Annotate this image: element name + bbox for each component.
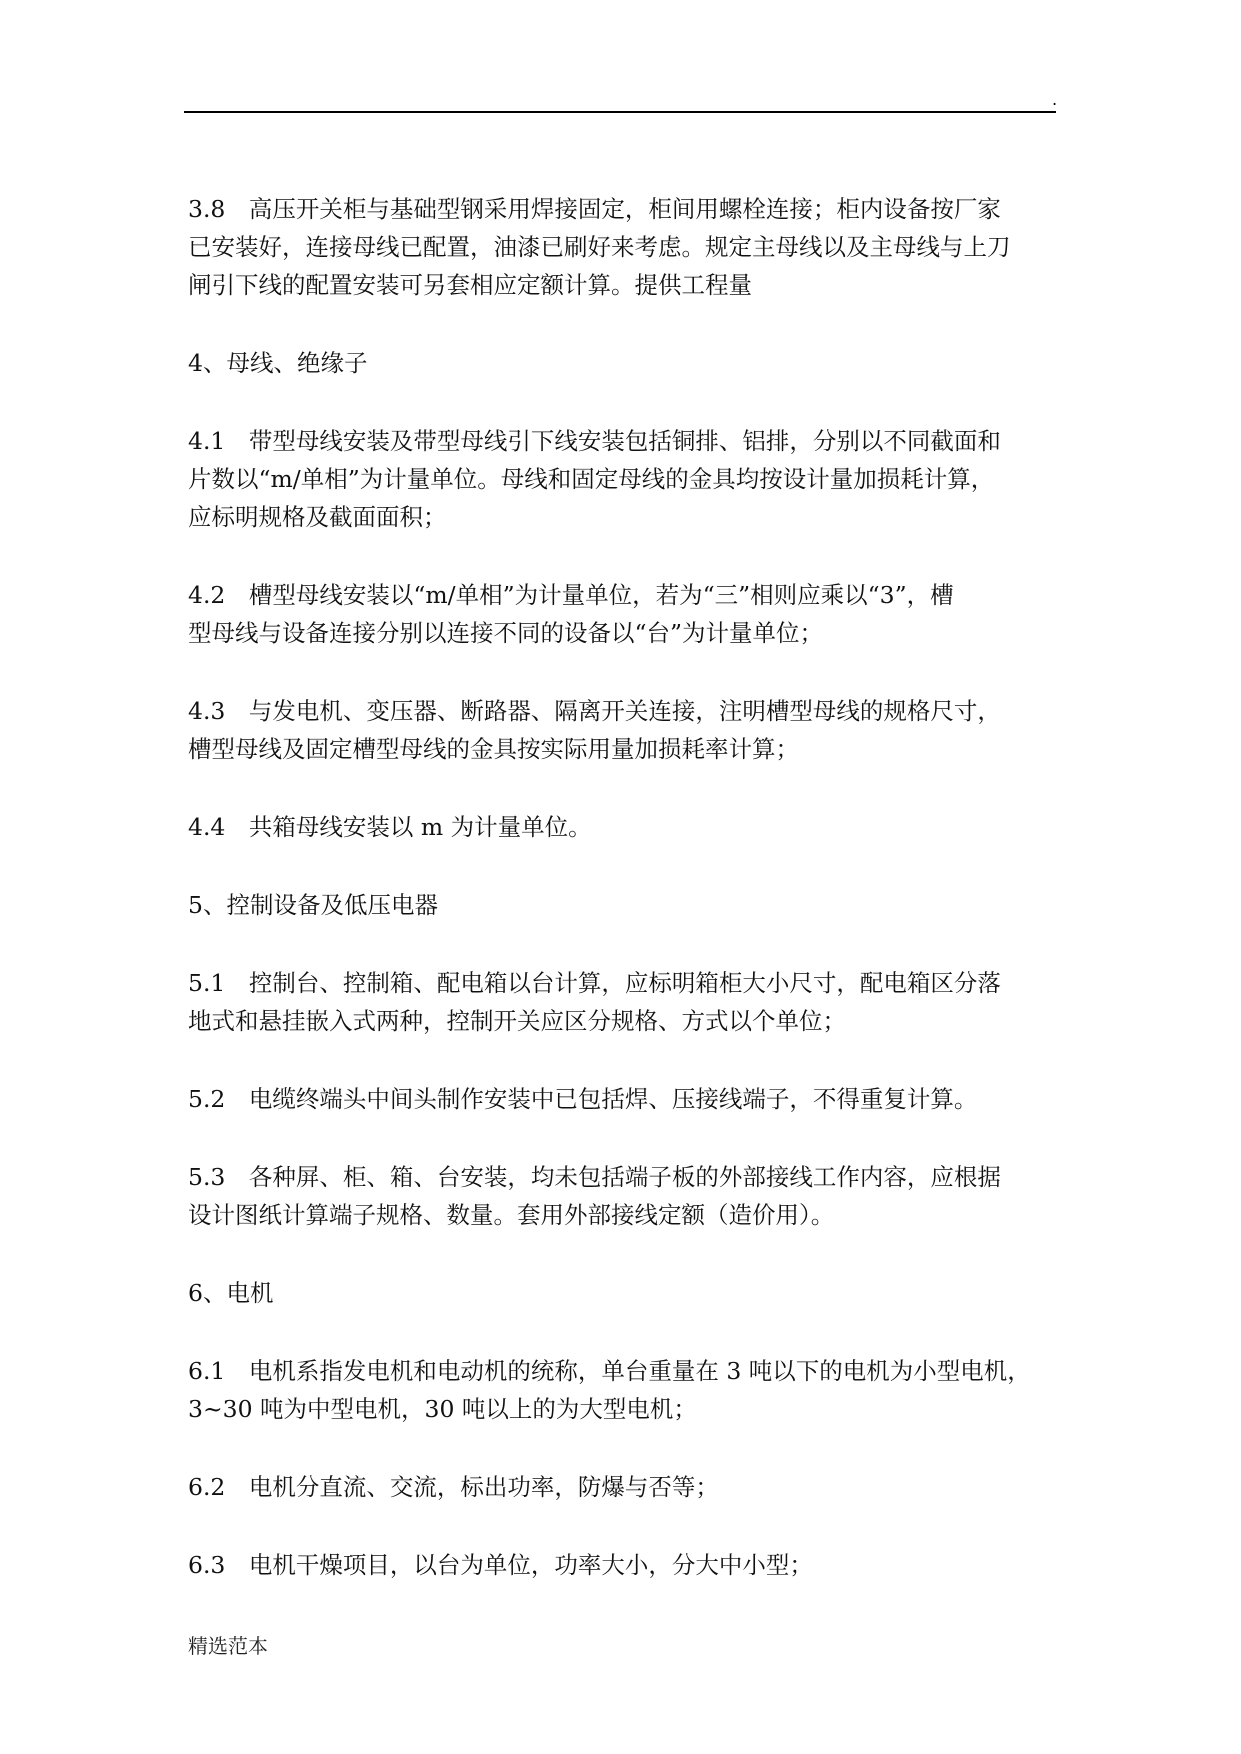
text-line: 3.8 高压开关柜与基础型钢采用焊接固定，柜间用螺栓连接；柜内设备按厂家 [188, 195, 1001, 223]
document-body [188, 190, 1068, 1624]
text-line: 4.2 槽型母线安装以“m/单相”为计量单位，若为“三”相则应乘以“3”，槽 [188, 581, 954, 609]
text-line: 6、电机 [188, 1279, 274, 1307]
text-line: 4、母线、绝缘子 [188, 349, 368, 377]
text-line: 片数以“m/单相”为计量单位。母线和固定母线的金具均按设计量加损耗计算， [188, 465, 995, 493]
text-line: 5.3 各种屏、柜、箱、台安装，均未包括端子板的外部接线工作内容，应根据 [188, 1163, 1001, 1191]
paragraph-4-3 [188, 692, 1068, 768]
header-marker: . [1052, 90, 1058, 109]
page-footer: 精选范本 [188, 1634, 268, 1658]
text-line: 地式和悬挂嵌入式两种，控制开关应区分规格、方式以个单位； [188, 1007, 846, 1035]
text-line: 设计图纸计算端子规格、数量。套用外部接线定额（造价用）。 [188, 1201, 835, 1229]
text-line: 型母线与设备连接分别以连接不同的设备以“台”为计量单位； [188, 619, 824, 647]
text-line: 6.3 电机干燥项目，以台为单位，功率大小，分大中小型； [188, 1551, 813, 1579]
section-heading-5 [188, 886, 1068, 924]
text-line: 4.1 带型母线安装及带型母线引下线安装包括铜排、铝排，分别以不同截面和 [188, 427, 1001, 455]
text-line: 5.2 电缆终端头中间头制作安装中已包括焊、压接线端子，不得重复计算。 [188, 1085, 978, 1113]
paragraph-6-1 [188, 1352, 1068, 1428]
text-line: 3~30 吨为中型电机，30 吨以上的为大型电机； [188, 1395, 697, 1423]
paragraph-6-2 [188, 1468, 1068, 1506]
text-line: 6.2 电机分直流、交流，标出功率，防爆与否等； [188, 1473, 719, 1501]
section-heading-4 [188, 344, 1068, 382]
text-line: 槽型母线及固定槽型母线的金具按实际用量加损耗率计算； [188, 735, 799, 763]
paragraph-5-3 [188, 1158, 1068, 1234]
text-line: 应标明规格及截面面积； [188, 503, 447, 531]
paragraph-4-2 [188, 576, 1068, 652]
text-line: 4.3 与发电机、变压器、断路器、隔离开关连接，注明槽型母线的规格尺寸， [188, 697, 1001, 725]
text-line: 5、控制设备及低压电器 [188, 891, 438, 919]
paragraph-5-1 [188, 964, 1068, 1040]
text-line: 6.1 电机系指发电机和电动机的统称，单台重量在 3 吨以下的电机为小型电机， [188, 1357, 1031, 1385]
paragraph-5-2 [188, 1080, 1068, 1118]
paragraph-4-4 [188, 808, 1068, 846]
text-line: 4.4 共箱母线安装以 m 为计量单位。 [188, 813, 592, 841]
text-line: 5.1 控制台、控制箱、配电箱以台计算，应标明箱柜大小尺寸，配电箱区分落 [188, 969, 1001, 997]
section-heading-6 [188, 1274, 1068, 1312]
paragraph-6-3 [188, 1546, 1068, 1584]
header-rule [184, 111, 1056, 113]
text-line: 已安装好，连接母线已配置，油漆已刷好来考虑。规定主母线以及主母线与上刀 [188, 233, 1011, 261]
paragraph-3-8 [188, 190, 1068, 304]
text-line: 闸引下线的配置安装可另套相应定额计算。提供工程量 [188, 271, 752, 299]
paragraph-4-1 [188, 422, 1068, 536]
